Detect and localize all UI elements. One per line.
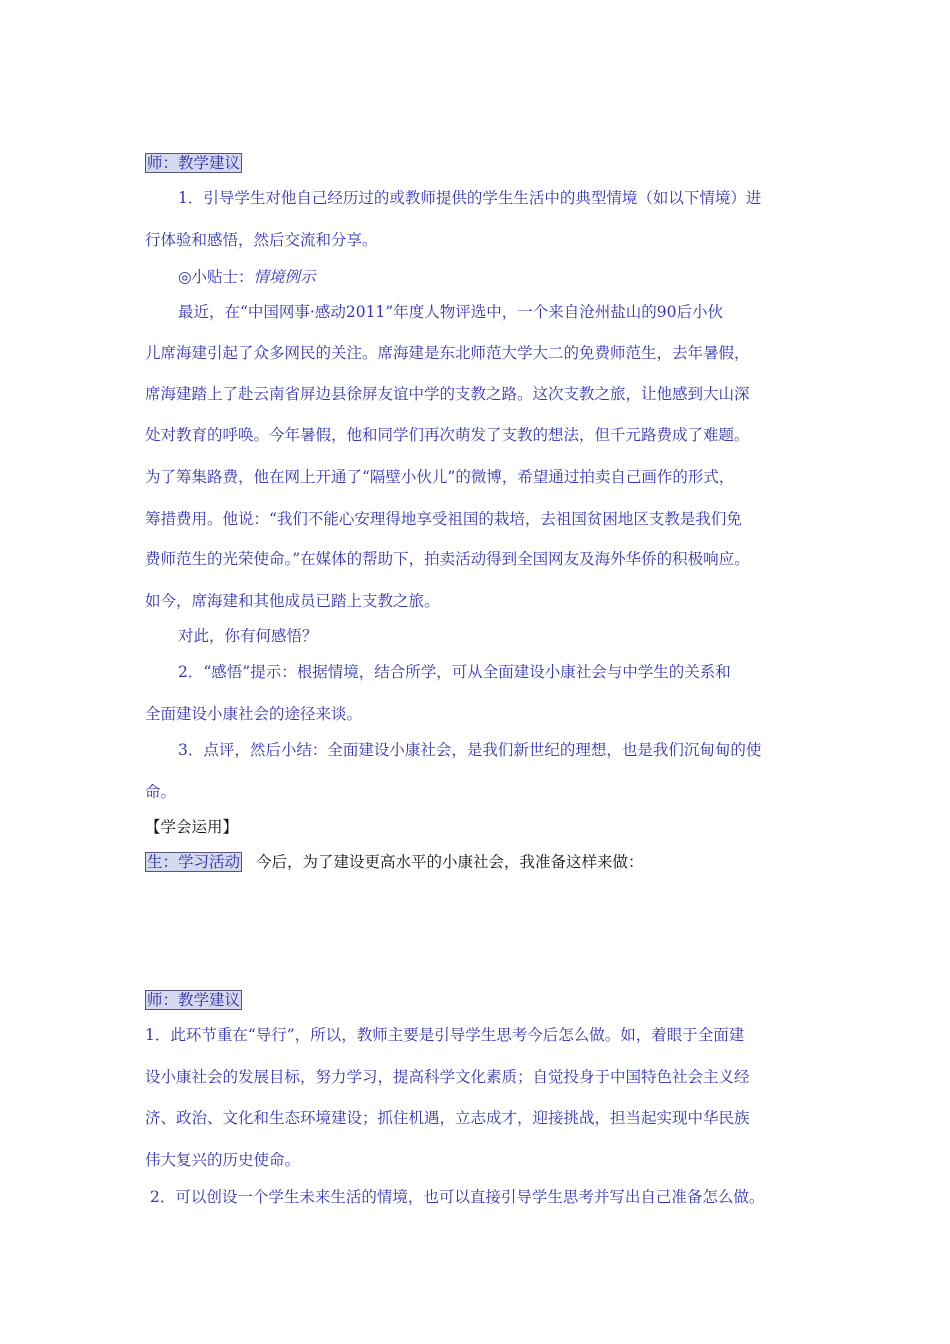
apply-prompt: 今后，为了建设更高水平的小康社会，我准备这样来做： [256, 853, 644, 871]
point2-line: 2．“感悟”提示：根据情境，结合所学，可从全面建设小康社会与中学生的关系和 [178, 663, 731, 681]
story-line: 儿席海建引起了众多网民的关注。席海建是东北师范大学大二的免费师范生，去年暑假， [145, 344, 750, 362]
paragraph-line: 2．可以创设一个学生未来生活的情境，也可以直接引导学生思考并写出自己准备怎么做。 [150, 1188, 765, 1206]
section1-label-row [145, 152, 242, 174]
point3-line: 3．点评，然后小结：全面建设小康社会，是我们新世纪的理想，也是我们沉甸甸的使 [178, 741, 762, 759]
point3-line: 命。 [145, 783, 177, 801]
tip-line [178, 266, 316, 288]
apply-heading: 【学会运用】 [145, 818, 239, 836]
paragraph-line: 1．引导学生对他自己经历过的或教师提供的学生生活中的典型情境（如以下情境）进 [178, 189, 762, 207]
story-line: 处对教育的呼唤。今年暑假，他和同学们再次萌发了支教的想法，但千元路费成了难题。 [145, 426, 750, 444]
story-line: 席海建踏上了赴云南省屏边县徐屏友谊中学的支教之路。这次支教之旅，让他感到大山深 [145, 385, 750, 403]
story-line: 如今，席海建和其他成员已踏上支教之旅。 [145, 592, 440, 610]
story-line: 费师范生的光荣使命。”在媒体的帮助下，拍卖活动得到全国网友及海外华侨的积极响应。 [145, 550, 750, 568]
story-line: 筹措费用。他说：“我们不能心安理得地享受祖国的栽培，去祖国贫困地区支教是我们免 [145, 510, 742, 528]
story-line: 最近，在“中国网事·感动2011”年度人物评选中，一个来自沧州盐山的90后小伙 [178, 303, 723, 321]
paragraph-line: 设小康社会的发展目标，努力学习，提高科学文化素质；自觉投身于中国特色社会主义经 [145, 1068, 750, 1086]
paragraph-line: 济、政治、文化和生态环境建设；抓住机遇，立志成才，迎接挑战，担当起实现中华民族 [145, 1109, 750, 1127]
apply-row [145, 851, 644, 873]
point2-line: 全面建设小康社会的途径来谈。 [145, 705, 363, 723]
paragraph-line: 行体验和感悟，然后交流和分享。 [145, 231, 378, 249]
section2-label-row [145, 989, 242, 1011]
question-line: 对此，你有何感悟？ [178, 627, 318, 645]
teacher-label: 师：教学建议 [147, 991, 241, 1009]
student-label: 生：学习活动 [147, 853, 241, 871]
paragraph-line: 1．此环节重在“导行”，所以，教师主要是引导学生思考今后怎么做。如，着眼于全面建 [145, 1026, 745, 1044]
paragraph-line: 伟大复兴的历史使命。 [145, 1151, 301, 1169]
story-line: 为了筹集路费，他在网上开通了“隔壁小伙儿”的微博，希望通过拍卖自己画作的形式， [145, 468, 735, 486]
tip-title: 情境例示 [253, 268, 316, 286]
teacher-label: 师：教学建议 [147, 154, 241, 172]
tip-prefix: ◎小贴士： [178, 268, 254, 286]
